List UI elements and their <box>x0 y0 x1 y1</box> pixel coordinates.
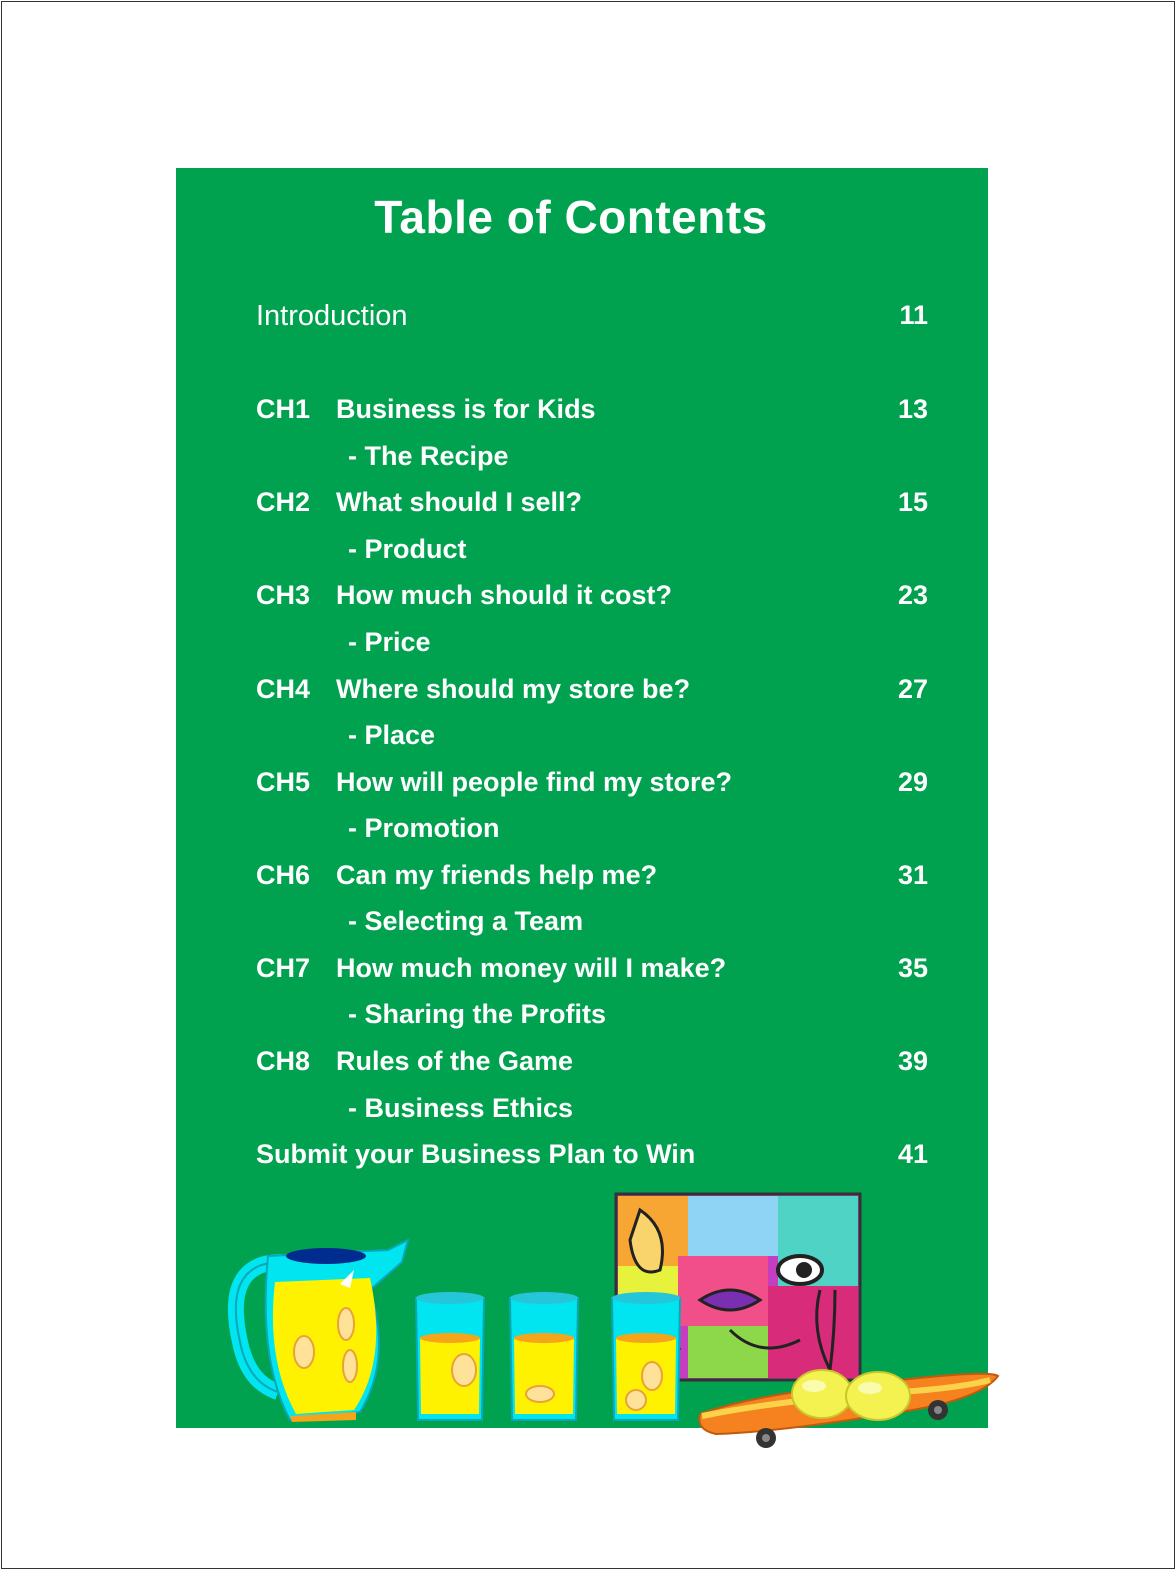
chapter-subtitle: - Business Ethics <box>348 1093 574 1123</box>
chapter-code: CH5 <box>256 767 311 797</box>
chapter-code: CH7 <box>256 953 311 983</box>
chapter-code: CH3 <box>256 580 311 610</box>
chapter-title: How much should it cost? <box>336 580 672 610</box>
chapter-title: How much money will I make? <box>336 953 727 983</box>
chapter-subtitle: - Selecting a Team <box>348 906 584 936</box>
chapter-page: 27 <box>897 674 928 704</box>
chapter-subtitle: - The Recipe <box>348 441 509 471</box>
chapter-title: Can my friends help me? <box>336 860 658 890</box>
chapter-page: 39 <box>897 1046 928 1076</box>
toc-title: Table of Contents <box>374 191 768 243</box>
closing-label: Submit your Business Plan to Win <box>256 1139 696 1169</box>
introduction-label: Introduction <box>256 300 408 332</box>
chapter-code: CH2 <box>256 487 311 517</box>
glass-icon <box>510 1292 578 1420</box>
chapter-subtitle: - Place <box>348 720 436 750</box>
chapter-code: CH6 <box>256 860 311 890</box>
chapter-title: Where should my store be? <box>336 674 691 704</box>
chapter-page: 35 <box>897 953 928 983</box>
introduction-page: 11 <box>899 300 928 330</box>
chapter-title: Business is for Kids <box>336 394 596 424</box>
chapter-subtitle: - Price <box>348 627 431 657</box>
chapter-code: CH1 <box>256 394 311 424</box>
chapter-code: CH8 <box>256 1046 311 1076</box>
closing-page: 41 <box>897 1139 928 1169</box>
chapter-title: How will people find my store? <box>336 767 733 797</box>
lemon-icon <box>846 1372 910 1420</box>
lemon-icon <box>792 1370 852 1418</box>
chapter-title: What should I sell? <box>336 487 583 517</box>
chapter-page: 29 <box>897 767 928 797</box>
lemonade-pitcher-icon <box>236 1240 408 1422</box>
chapter-subtitle: - Sharing the Profits <box>348 999 607 1029</box>
chapter-code: CH4 <box>256 674 311 704</box>
chapter-page: 15 <box>897 487 928 517</box>
chapter-title: Rules of the Game <box>336 1046 574 1076</box>
glass-icon <box>416 1292 484 1420</box>
chapter-page: 23 <box>897 580 928 610</box>
chapter-subtitle: - Promotion <box>348 813 500 843</box>
chapter-subtitle: - Product <box>348 534 467 564</box>
chapter-page: 13 <box>897 394 928 424</box>
glass-icon <box>612 1292 680 1420</box>
chapter-page: 31 <box>897 860 928 890</box>
